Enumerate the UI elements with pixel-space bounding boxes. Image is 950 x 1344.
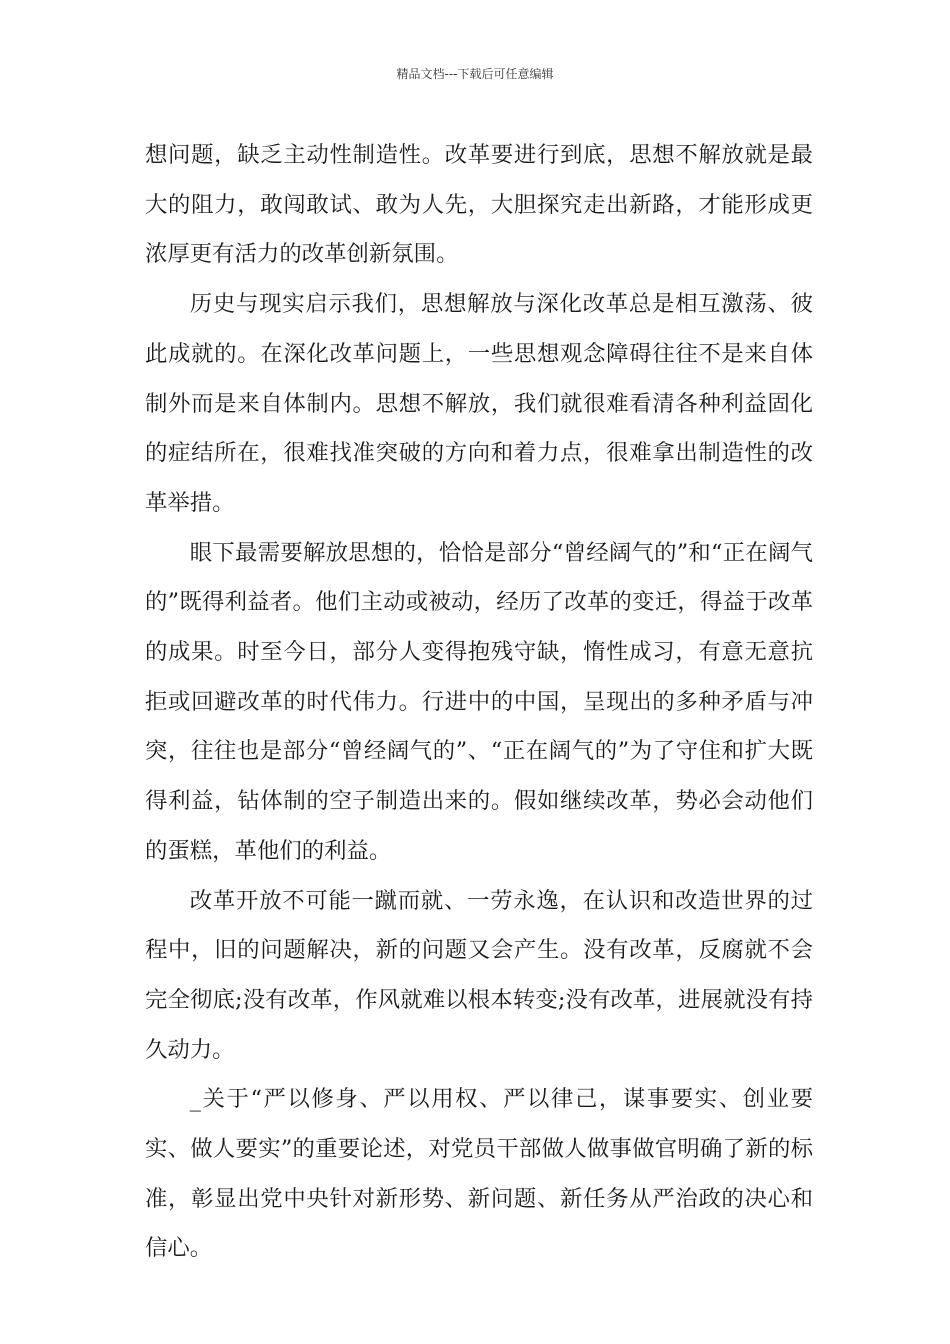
paragraph-5: _关于“严以修身、严以用权、严以律己，谋事要实、创业要实、做人要实”的重要论述，对党员干部做人做事做官明确了新的标准，彰显出党中央针对新形势、新问题、新任务从严治政的决心和信心。: [145, 1086, 813, 1262]
document-body: [145, 131, 813, 1274]
paragraph-3: 眼下最需要解放思想的，恰恰是部分“曾经阔气的”和“正在阔气的”既得利益者。他们主动或被动，经历了改革的变迁，得益于改革的成果。时至今日，部分人变得抱残守缺，惰性成习，有意无意抗拒或回避改革的时代伟力。行进中的中国，呈现出的多种矛盾与冲突，往往也是部分“曾经阔气的”、“正在阔气的”为了守住和扩大既得利益，钻体制的空子制造出来的。假如继续改革，势必会动他们的蛋糕，革他们的利益。: [145, 539, 813, 864]
page-header: 精品文档---下载后可任意编辑: [396, 67, 554, 81]
paragraph-2: 历史与现实启示我们，思想解放与深化改革总是相互激荡、彼此成就的。在深化改革问题上，一些思想观念障碍往往不是来自体制外而是来自体制内。思想不解放，我们就很难看清各种利益固化的症结所在，很难找准突破的方向和着力点，很难拿出制造性的改革举措。: [145, 291, 813, 516]
paragraph-1: 想问题，缺乏主动性制造性。改革要进行到底，思想不解放就是最大的阻力，敢闯敢试、敢为人先，大胆探究走出新路，才能形成更浓厚更有活力的改革创新氛围。: [145, 142, 813, 268]
paragraph-4: 改革开放不可能一蹴而就、一劳永逸，在认识和改造世界的过程中，旧的问题解决，新的问题又会产生。没有改革，反腐就不会完全彻底;没有改革，作风就难以根本转变;没有改革，进展就没有持久动力。: [145, 887, 813, 1063]
